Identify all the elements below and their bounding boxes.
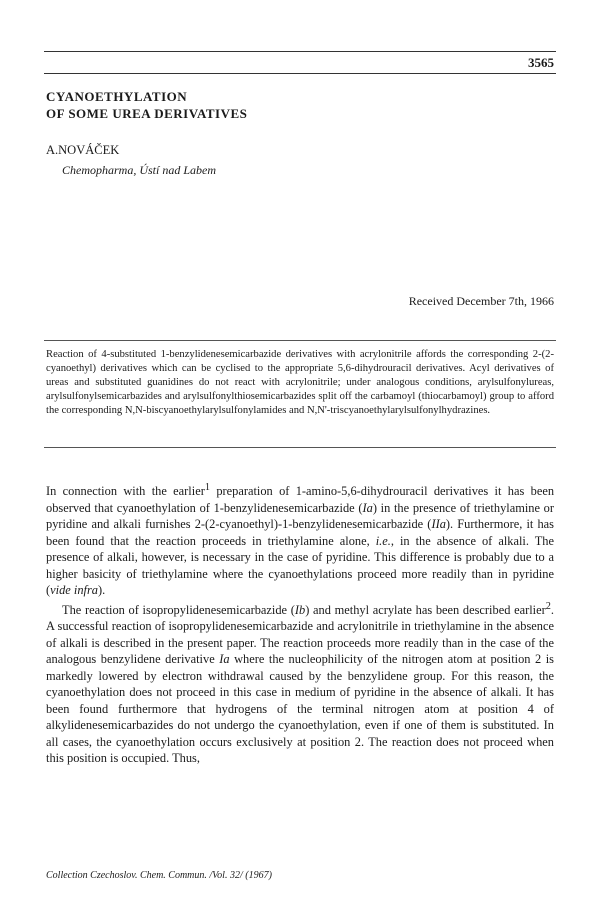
compound-label: Ia: [362, 500, 373, 515]
header-rule: [44, 51, 556, 52]
text-span: . A successful reaction of isopropylidenesemicarbazide and acrylonitrile in triethylamine in the absence of alkali is described in the present paper. The reaction proceeds more readily than in the case of the analogous benzylidene derivative: [46, 602, 554, 667]
body-text: [46, 480, 554, 767]
text-span: ).: [97, 583, 106, 598]
header-rule-lower: [44, 73, 556, 74]
article-title: [46, 88, 506, 122]
title-line-2: OF SOME UREA DERIVATIVES: [46, 106, 248, 121]
text-span: , in the absence of alkali. The presence of alkali, however, is necessary in the case of pyridine. This difference is probably due to a higher basicity of triethylamine where the cyanoethylations proceed more readily than in pyridine (: [46, 533, 554, 598]
reference-1: 1: [204, 482, 210, 493]
page-number: 3565: [528, 55, 554, 70]
text-span: where the nucleophilicity of the nitrogen atom at position 2 is markedly lowered by electron withdrawal caused by the benzylidene group. For this reason, the cyanoethylation does not proceed in this case in medium of pyridine in the absence of alkali. It has been found furthermore that hydrogens of the terminal nitrogen atom at position 4 of alkylidenesemicarbazides do not undergo the cyanoethylation, even if one of them is substituted. In all cases, the cyanoethylation occurs exclusively at position 2. The reaction does not proceed when this position is occupied. Thus,: [46, 652, 554, 766]
text-span: ) and methyl acrylate has been described earlier: [305, 602, 546, 617]
compound-label: Ia: [219, 652, 230, 667]
author-affiliation: Chemopharma, Ústí nad Labem: [62, 163, 217, 177]
reference-2: 2: [545, 600, 551, 612]
author-name: A.NOVÁČEK: [46, 143, 120, 157]
text-span: In connection with the earlier: [46, 484, 205, 499]
paragraph-2: [46, 599, 554, 767]
title-line-1: CYANOETHYLATION: [46, 89, 188, 104]
text-span: preparation of 1-amino-5,6-dihydrouracil derivatives it has been observed that cyanoethylation of 1-benzylidenesemicarbazide (: [46, 484, 555, 515]
abstract-rule-bottom: [44, 447, 556, 448]
abstract-rule-top: [44, 340, 556, 341]
paragraph-1: [46, 480, 554, 599]
compound-label: Ib: [294, 602, 306, 617]
text-span: The reaction of isopropylidenesemicarbazide (: [62, 602, 295, 617]
italic-phrase: vide infra: [50, 583, 98, 598]
text-span: ) in the presence of triethylamine or pyridine and alkali furnishes 2-(2-cyanoethyl)-1-benzylidenesemicarbazide (: [46, 500, 555, 532]
abstract: Reaction of 4-substituted 1-benzylidenesemicarbazide derivatives with acrylonitrile affords the corresponding 2-(2-cyanoethyl) derivatives which can be cyclised to the appropriate 5,6-dihydrouracil derivatives. Acyl derivatives of ureas and substituted guanidines do not react with acrylonitrile; under analogous conditions, arylsulfonylureas, arylsulfonylsemicarbazides and arylsulfonylthiosemicarbazides split off the carbamoyl (thiocarbamoyl) group to afford the corresponding N,N-biscyanoethylarylsulfonylamides and N,N'-triscyanoethylarylsulfonylhydrazines.: [46, 349, 554, 416]
compound-label: IIa: [431, 517, 446, 532]
text-span: ). Furthermore, it has been found that the reaction proceeds in triethylamine alone,: [46, 517, 555, 548]
italic-phrase: i.e.: [375, 533, 391, 548]
received-date: Received December 7th, 1966: [408, 294, 554, 308]
journal-citation: Collection Czechoslov. Chem. Commun. /Vol. 32/ (1967): [46, 870, 272, 881]
